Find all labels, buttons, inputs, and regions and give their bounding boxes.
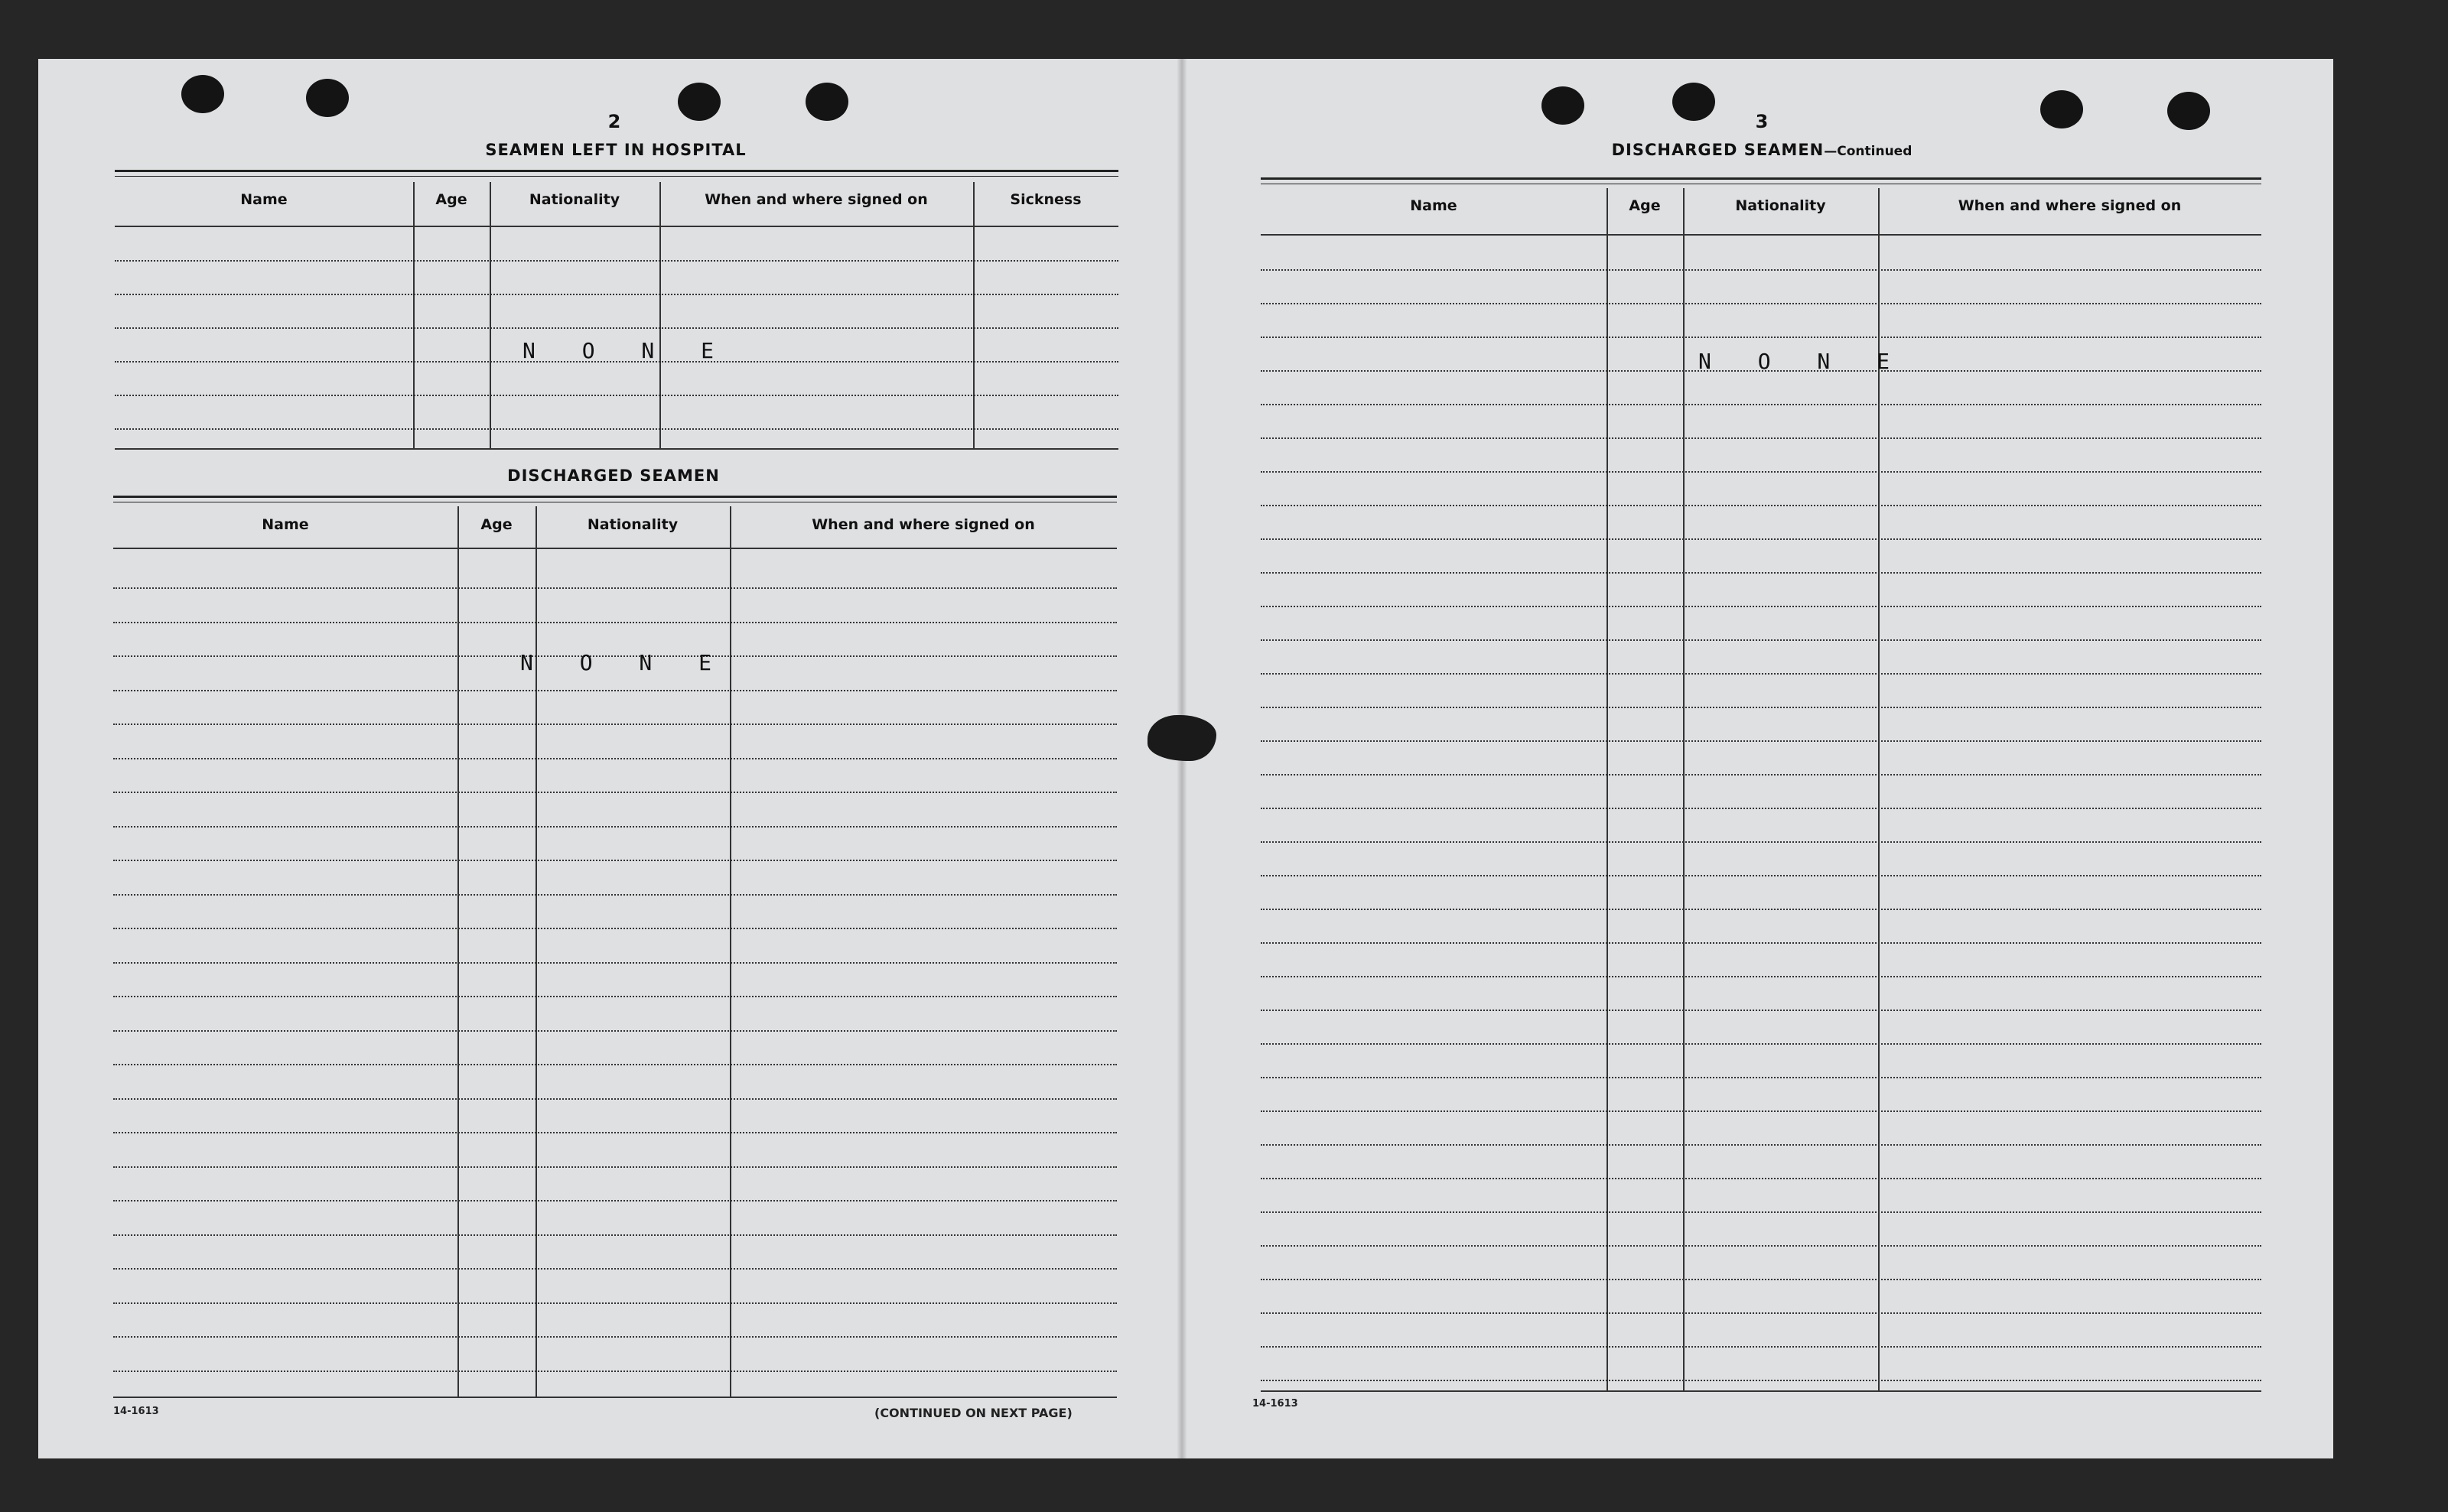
ruled-line bbox=[1261, 1110, 2261, 1112]
ruled-line bbox=[113, 894, 1117, 896]
ruled-line bbox=[1261, 976, 2261, 977]
ruled-line bbox=[1261, 673, 2261, 675]
table-bottom-rule bbox=[1261, 1390, 2261, 1392]
ruled-line bbox=[113, 1030, 1117, 1032]
ruled-line bbox=[1261, 1010, 2261, 1011]
ruled-line bbox=[1261, 471, 2261, 473]
ruled-line bbox=[1261, 437, 2261, 439]
ruled-line bbox=[1261, 1245, 2261, 1247]
ruled-line bbox=[1261, 538, 2261, 540]
ruled-line bbox=[113, 860, 1117, 861]
column-header: Nationality bbox=[529, 191, 620, 208]
ruled-line bbox=[1261, 639, 2261, 641]
ruled-line bbox=[113, 1336, 1117, 1338]
punch-hole bbox=[2040, 90, 2083, 128]
ruled-line bbox=[1261, 841, 2261, 843]
column-divider bbox=[730, 506, 731, 1397]
discharged-section-title: DISCHARGED SEAMEN bbox=[507, 467, 720, 485]
page-number-right: 3 bbox=[1755, 111, 1769, 132]
binding-blot bbox=[1148, 715, 1216, 761]
ruled-line bbox=[1261, 875, 2261, 876]
ruled-line bbox=[1261, 774, 2261, 776]
hospital-section-title: SEAMEN LEFT IN HOSPITAL bbox=[485, 141, 747, 159]
ruled-line bbox=[1261, 606, 2261, 607]
ruled-line bbox=[1261, 1144, 2261, 1146]
ruled-line bbox=[113, 1268, 1117, 1270]
column-header: Age bbox=[435, 191, 467, 208]
ruled-line bbox=[113, 792, 1117, 793]
ruled-line bbox=[1261, 269, 2261, 271]
table-bottom-rule bbox=[115, 448, 1118, 450]
header-underline bbox=[115, 226, 1118, 227]
table-bottom-rule bbox=[113, 1397, 1117, 1398]
column-divider bbox=[457, 506, 459, 1397]
page-number-left: 2 bbox=[607, 111, 621, 132]
column-divider bbox=[536, 506, 537, 1397]
ruled-line bbox=[113, 1098, 1117, 1100]
ruled-line bbox=[113, 1132, 1117, 1133]
ruled-line bbox=[113, 1371, 1117, 1372]
continued-none-entry: N O N E bbox=[1698, 349, 1907, 374]
column-header: Name bbox=[1410, 197, 1457, 214]
column-divider bbox=[490, 182, 491, 448]
ruled-line bbox=[1261, 942, 2261, 944]
column-header: Nationality bbox=[1735, 197, 1826, 214]
ruled-line bbox=[1261, 505, 2261, 506]
ruled-line bbox=[1261, 303, 2261, 304]
ruled-line bbox=[115, 260, 1118, 262]
form-number-left: 14-1613 bbox=[113, 1406, 159, 1417]
discharged-none-entry: N O N E bbox=[520, 650, 729, 675]
ruled-line bbox=[1261, 1211, 2261, 1213]
ruled-line bbox=[115, 428, 1118, 430]
ruled-line bbox=[113, 826, 1117, 828]
ruled-line bbox=[113, 962, 1117, 964]
ruled-line bbox=[1261, 740, 2261, 742]
ruled-line bbox=[115, 395, 1118, 396]
column-header: Name bbox=[262, 516, 309, 533]
column-divider bbox=[1606, 188, 1608, 1390]
column-header: Age bbox=[480, 516, 513, 533]
column-header: Age bbox=[1629, 197, 1661, 214]
punch-hole bbox=[181, 75, 224, 113]
header-underline bbox=[1261, 234, 2261, 236]
ruled-line bbox=[113, 1064, 1117, 1065]
hospital-none-entry: N O N E bbox=[522, 338, 731, 363]
column-header: When and where signed on bbox=[812, 516, 1035, 533]
column-header: Sickness bbox=[1010, 191, 1082, 208]
column-divider bbox=[1683, 188, 1685, 1390]
ruled-line bbox=[113, 1234, 1117, 1236]
ruled-line bbox=[1261, 1312, 2261, 1314]
discharged-header-rule bbox=[113, 496, 1117, 502]
hospital-header-rule bbox=[115, 170, 1118, 177]
column-header: Name bbox=[240, 191, 288, 208]
ruled-line bbox=[113, 1302, 1117, 1304]
ruled-line bbox=[113, 1200, 1117, 1201]
continued-title-suffix: —Continued bbox=[1824, 144, 1912, 159]
ruled-line bbox=[1261, 404, 2261, 405]
header-underline bbox=[113, 548, 1117, 549]
punch-hole bbox=[806, 83, 848, 121]
column-divider bbox=[973, 182, 975, 448]
ruled-line bbox=[113, 758, 1117, 759]
ruled-line bbox=[113, 928, 1117, 929]
continued-section-title bbox=[1494, 141, 2030, 159]
ruled-line bbox=[1261, 1178, 2261, 1179]
ruled-line bbox=[1261, 1043, 2261, 1045]
column-header: Nationality bbox=[587, 516, 679, 533]
ruled-line bbox=[113, 587, 1117, 589]
ruled-line bbox=[1261, 1380, 2261, 1381]
ruled-line bbox=[1261, 572, 2261, 574]
column-divider bbox=[413, 182, 415, 448]
ruled-line bbox=[113, 1166, 1117, 1168]
ruled-line bbox=[1261, 808, 2261, 809]
continued-note: (CONTINUED ON NEXT PAGE) bbox=[874, 1406, 1073, 1420]
form-number-right: 14-1613 bbox=[1252, 1398, 1298, 1410]
ruled-line bbox=[113, 996, 1117, 997]
ruled-line bbox=[113, 690, 1117, 691]
ruled-line bbox=[115, 294, 1118, 295]
punch-hole bbox=[2167, 92, 2210, 130]
ruled-line bbox=[1261, 337, 2261, 338]
ruled-line bbox=[113, 622, 1117, 623]
ruled-line bbox=[1261, 909, 2261, 910]
ruled-line bbox=[1261, 1077, 2261, 1078]
continued-header-rule bbox=[1261, 177, 2261, 184]
ruled-line bbox=[115, 327, 1118, 329]
column-divider bbox=[659, 182, 661, 448]
ruled-line bbox=[1261, 1279, 2261, 1280]
ruled-line bbox=[113, 723, 1117, 725]
punch-hole bbox=[306, 79, 349, 117]
column-header: When and where signed on bbox=[705, 191, 928, 208]
continued-title-main: DISCHARGED SEAMEN bbox=[1611, 141, 1825, 159]
column-header: When and where signed on bbox=[1958, 197, 2182, 214]
ruled-line bbox=[1261, 707, 2261, 708]
ruled-line bbox=[1261, 1346, 2261, 1348]
punch-hole bbox=[1541, 86, 1584, 125]
